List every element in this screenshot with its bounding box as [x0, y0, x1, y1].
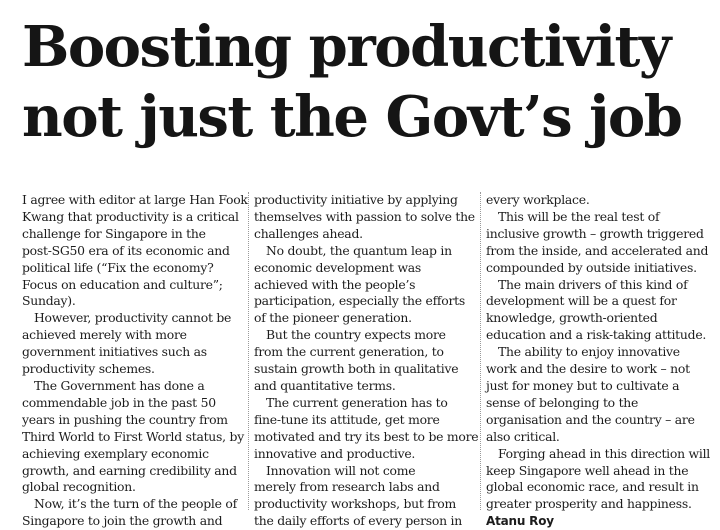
paragraph — [254, 243, 476, 328]
text-line: commendable job in the past 50 — [22, 395, 244, 412]
text-line: also critical. — [486, 429, 708, 446]
paragraph — [22, 192, 244, 310]
article-body — [22, 192, 708, 510]
text-line: greater prosperity and happiness. — [486, 496, 708, 513]
text-line: participation, especially the efforts — [254, 293, 476, 310]
text-line: The main drivers of this kind of — [486, 277, 708, 294]
text-line: just for money but to cultivate a — [486, 378, 708, 395]
headline-line-1: Boosting productivity — [22, 12, 712, 82]
text-line: The current generation has to — [254, 395, 476, 412]
text-line: But the country expects more — [254, 327, 476, 344]
paragraph — [486, 277, 708, 345]
paragraph — [22, 378, 244, 496]
text-line: compounded by outside initiatives. — [486, 260, 708, 277]
text-line: inclusive growth – growth triggered — [486, 226, 708, 243]
text-line: years in pushing the country from — [22, 412, 244, 429]
text-line: of the pioneer generation. — [254, 310, 476, 327]
text-line: every workplace. — [486, 192, 708, 209]
text-line: work and the desire to work – not — [486, 361, 708, 378]
text-line: global economic race, and result in — [486, 479, 708, 496]
text-line: knowledge, growth-oriented — [486, 310, 708, 327]
paragraph — [254, 192, 476, 243]
text-line: themselves with passion to solve the — [254, 209, 476, 226]
text-line: and quantitative terms. — [254, 378, 476, 395]
byline: Atanu Roy — [486, 513, 708, 530]
text-line: from the inside, and accelerated and — [486, 243, 708, 260]
column-divider-1 — [248, 192, 249, 510]
paragraph — [486, 192, 708, 209]
paragraph — [486, 209, 708, 277]
headline — [22, 12, 712, 152]
text-line: The Government has done a — [22, 378, 244, 395]
column-divider-2 — [480, 192, 481, 510]
text-line: Sunday). — [22, 293, 244, 310]
text-line: keep Singapore well ahead in the — [486, 463, 708, 480]
text-line: innovative and productive. — [254, 446, 476, 463]
text-line: achieving exemplary economic — [22, 446, 244, 463]
text-line: merely from research labs and — [254, 479, 476, 496]
text-line: from the current generation, to — [254, 344, 476, 361]
text-line: sustain growth both in qualitative — [254, 361, 476, 378]
paragraph — [254, 395, 476, 463]
article-column-1 — [22, 192, 244, 510]
text-line: Focus on education and culture”; — [22, 277, 244, 294]
article-column-2 — [254, 192, 476, 510]
text-line: The ability to enjoy innovative — [486, 344, 708, 361]
text-line: challenge for Singapore in the — [22, 226, 244, 243]
paragraph — [22, 496, 244, 530]
text-line: productivity schemes. — [22, 361, 244, 378]
text-line: post-SG50 era of its economic and — [22, 243, 244, 260]
text-line: challenges ahead. — [254, 226, 476, 243]
text-line: fine-tune its attitude, get more — [254, 412, 476, 429]
text-line: Forging ahead in this direction will — [486, 446, 708, 463]
headline-line-2: not just the Govt’s job — [22, 82, 712, 152]
text-line: Now, it’s the turn of the people of — [22, 496, 244, 513]
article-column-3 — [486, 192, 708, 510]
text-line: However, productivity cannot be — [22, 310, 244, 327]
text-line: development will be a quest for — [486, 293, 708, 310]
text-line: global recognition. — [22, 479, 244, 496]
text-line: government initiatives such as — [22, 344, 244, 361]
text-line: the daily efforts of every person in — [254, 513, 476, 530]
text-line: No doubt, the quantum leap in — [254, 243, 476, 260]
text-line: economic development was — [254, 260, 476, 277]
text-line: I agree with editor at large Han Fook — [22, 192, 244, 209]
text-line: Singapore to join the growth and — [22, 513, 244, 530]
paragraph — [486, 446, 708, 514]
text-line: Innovation will not come — [254, 463, 476, 480]
text-line: achieved with the people’s — [254, 277, 476, 294]
paragraph — [254, 327, 476, 395]
text-line: political life (“Fix the economy? — [22, 260, 244, 277]
paragraph — [22, 310, 244, 378]
paragraph — [254, 463, 476, 530]
text-line: organisation and the country – are — [486, 412, 708, 429]
text-line: sense of belonging to the — [486, 395, 708, 412]
text-line: achieved merely with more — [22, 327, 244, 344]
text-line: productivity initiative by applying — [254, 192, 476, 209]
text-line: motivated and try its best to be more — [254, 429, 476, 446]
text-line: Third World to First World status, by — [22, 429, 244, 446]
text-line: growth, and earning credibility and — [22, 463, 244, 480]
text-line: This will be the real test of — [486, 209, 708, 226]
text-line: education and a risk-taking attitude. — [486, 327, 708, 344]
text-line: Kwang that productivity is a critical — [22, 209, 244, 226]
paragraph — [486, 344, 708, 445]
text-line: productivity workshops, but from — [254, 496, 476, 513]
